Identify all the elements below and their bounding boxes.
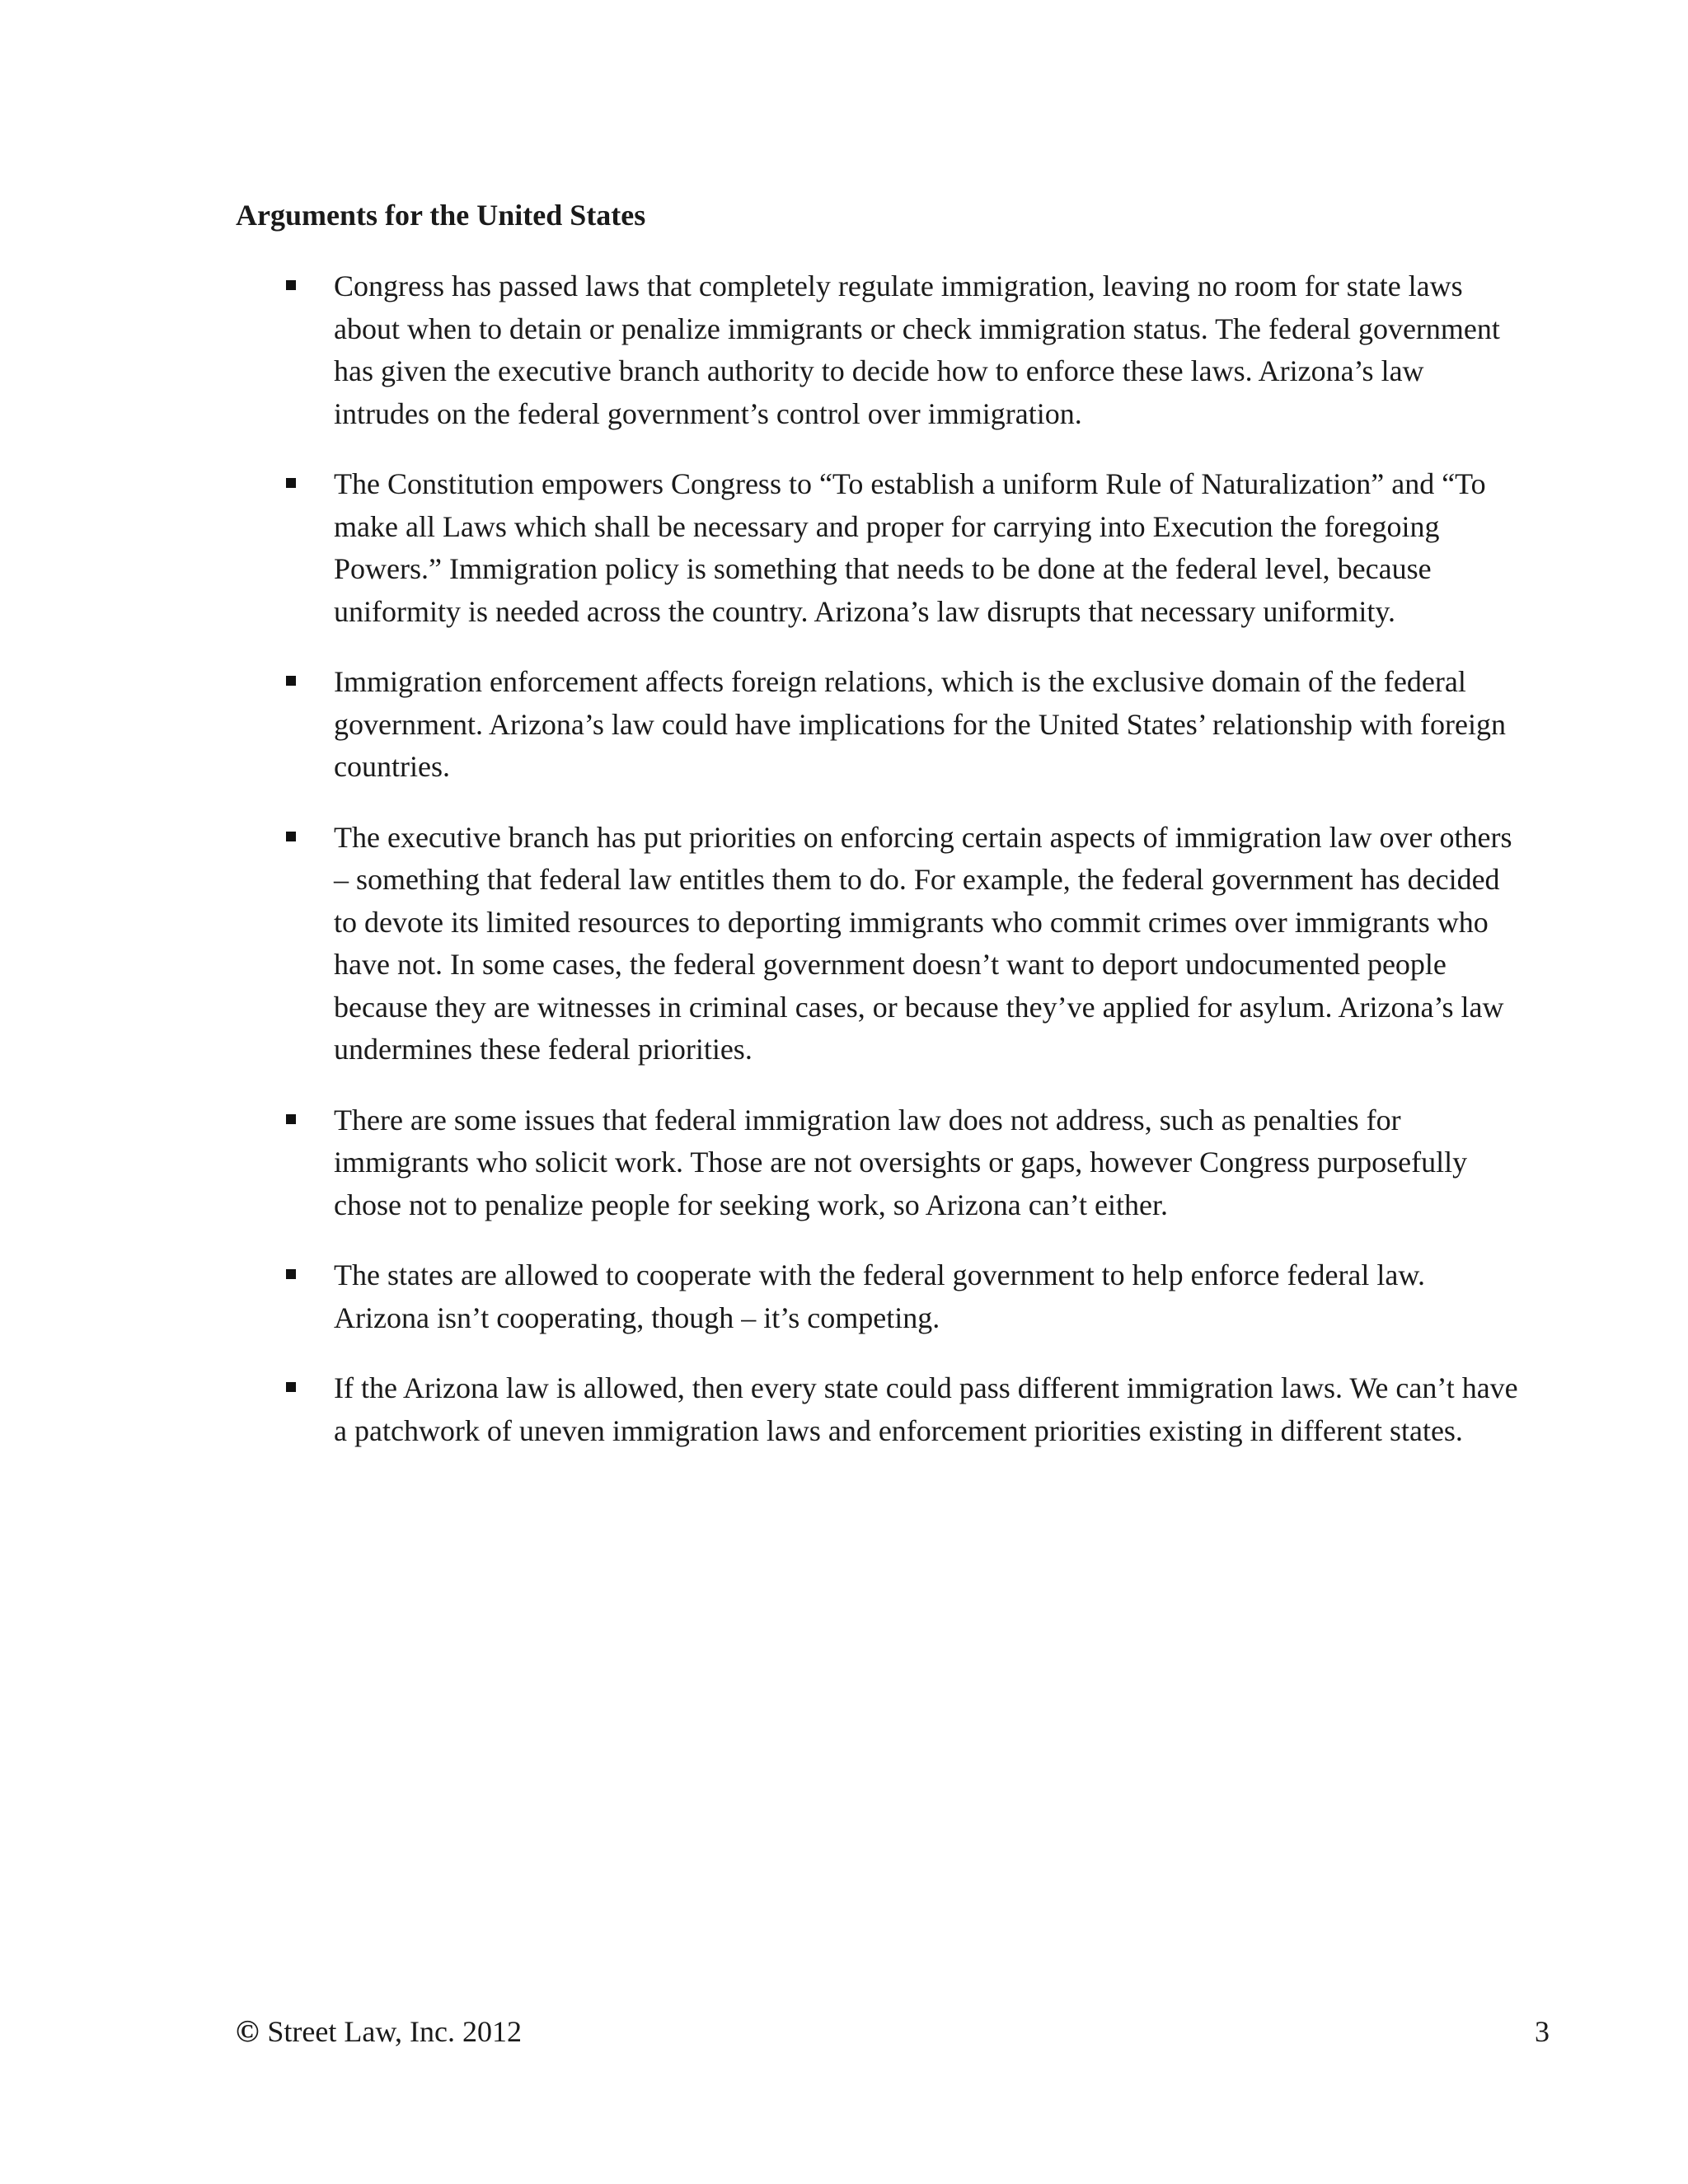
list-item <box>284 1254 1521 1339</box>
footer-copyright <box>236 2011 522 2052</box>
square-bullet-icon <box>286 1114 296 1124</box>
list-item <box>284 265 1521 435</box>
list-item <box>284 1367 1521 1452</box>
list-item-text: The states are allowed to cooperate with the federal government to help enforce federal law. Arizona isn’t cooperating, though – it’s competing. <box>334 1258 1426 1334</box>
list-item-text: Congress has passed laws that completely regulate immigration, leaving no room for state laws about when to detain or penalize immigrants or check immigration status. The federal government has given the executive branch authority to decide how to enforce these laws. Arizona’s law intrudes on the federal government’s control over immigration. <box>334 269 1500 430</box>
list-item-text: The executive branch has put priorities on enforcing certain aspects of immigration law over others – something that federal law entitles them to do. For example, the federal government has decided to devote its limited resources to deporting immigrants who commit crimes over immigrants who have not. In some cases, the federal government doesn’t want to deport undocumented people because they are witnesses in criminal cases, or because they’ve applied for asylum. Arizona’s law undermines these federal priorities. <box>334 820 1512 1066</box>
square-bullet-icon <box>286 478 296 488</box>
square-bullet-icon <box>286 280 296 290</box>
list-item <box>284 817 1521 1071</box>
square-bullet-icon <box>286 1382 296 1392</box>
page-number: 3 <box>1535 2015 1550 2048</box>
list-item-text: There are some issues that federal immigration law does not address, such as penalties for immigrants who solicit work. Those are not oversights or gaps, however Congress purposefully chose not to penalize people for seeking work, so Arizona can’t either. <box>334 1103 1468 1221</box>
list-item <box>284 1099 1521 1227</box>
copyright-icon: © <box>236 2014 260 2049</box>
list-item-text: The Constitution empowers Congress to “To establish a uniform Rule of Naturalization” and “To make all Laws which shall be necessary and proper for carrying into Execution the foregoing Powers.” Immigration policy is something that needs to be done at the federal level, because uniformity is needed across the country. Arizona’s law disrupts that necessary uniformity. <box>334 467 1486 628</box>
section-heading: Arguments for the United States <box>236 199 646 232</box>
list-item <box>284 463 1521 633</box>
square-bullet-icon <box>286 832 296 841</box>
square-bullet-icon <box>286 676 296 686</box>
copyright-text: Street Law, Inc. 2012 <box>267 2015 522 2048</box>
list-item <box>284 661 1521 789</box>
square-bullet-icon <box>286 1269 296 1279</box>
list-item-text: Immigration enforcement affects foreign relations, which is the exclusive domain of the federal government. Arizona’s law could have implications for the United States’ relationship with foreign countries. <box>334 665 1506 783</box>
list-item-text: If the Arizona law is allowed, then every state could pass different immigration laws. We can’t have a patchwork of uneven immigration laws and enforcement priorities existing in different states. <box>334 1371 1518 1447</box>
arguments-list <box>284 265 1521 1480</box>
